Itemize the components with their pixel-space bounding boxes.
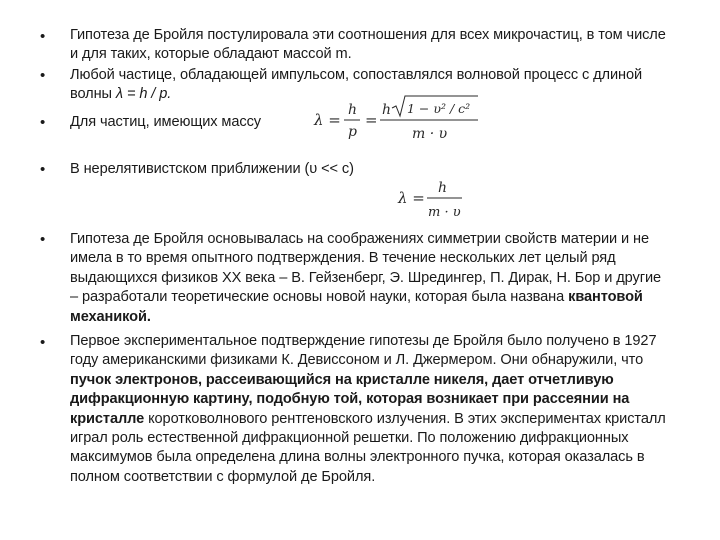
- paragraph-qm-text: Гипотеза де Бройля основывалась на соображениях симметрии свойств материи и не имела в то время опытного подтверждения. В течение нескольких лет целый ряд выдающихся физиков XX века – В. Гейзенберг, Э. Шредингер, П. Дирак, Н. Бор и другие – разработали теоретические основы новой науки, которая была названа: [70, 231, 662, 306]
- formula-rel-radicand: 1 − υ² / c²: [407, 101, 471, 116]
- paragraph-qm-bold: квантовой механикой.: [70, 289, 643, 325]
- formula-nonrelativistic: [396, 175, 466, 223]
- formula-rel-den2: m · υ: [412, 126, 448, 142]
- paragraph-experiment-text-1: Первое экспериментальное подтверждение гипотезы де Бройля было получено в 1927 году американскими физиками К. Девиссоном и Л. Джермером. Они обнаружили, что: [70, 333, 657, 369]
- paragraph-wavelength-text: Любой частице, обладающей импульсом, сопоставлялся волновой процесс с длиной волны: [70, 67, 643, 103]
- paragraph-nonrelativistic: В нерелятивистском приближении (υ << c): [70, 161, 354, 177]
- formula-rel-lhs: λ =: [314, 111, 341, 129]
- paragraph-hypothesis: Гипотеза де Бройля постулировала эти соотношения для всех микрочастиц, в том числе и для таких, которые обладают массой m.: [70, 27, 666, 63]
- formula-nr-num: h: [438, 180, 448, 196]
- paragraph-quantum-mechanics: [70, 230, 670, 327]
- formula-relativistic: [312, 92, 482, 146]
- paragraph-experiment: [70, 332, 670, 487]
- bullet-5: •: [40, 231, 46, 248]
- formula-rel-den: p: [348, 124, 357, 140]
- paragraph-experiment-text-2: коротковолнового рентгеновского излучения. В этих экспериментах кристалл играл роль естественной дифракционной решетки. По положению дифракционных максимумов была определена длина волны электронного пучка, которая оказалась в полном соответствии с формулой де Бройля.: [70, 410, 666, 485]
- formula-rel-eq: =: [365, 111, 378, 129]
- paragraph-massive-particles: Для частиц, имеющих массу: [70, 114, 261, 130]
- bullet-1: •: [40, 28, 46, 45]
- bullet-4: •: [40, 161, 46, 178]
- formula-nr-lhs: λ =: [398, 189, 425, 207]
- formula-rel-num2-h: h: [382, 102, 392, 118]
- bullet-2: •: [40, 67, 46, 84]
- paragraph-experiment-bold: пучок электронов, рассеивающийся на кристалле никеля, дает отчетливую дифракционную картину, подобную той, которая возникает при рассеянии на кристалле: [70, 371, 630, 427]
- formula-nr-den: m · υ: [428, 205, 461, 220]
- bullet-6: •: [40, 334, 46, 351]
- inline-formula: λ = h / p.: [115, 86, 172, 103]
- formula-rel-num: h: [348, 102, 358, 118]
- bullet-3: •: [40, 114, 46, 131]
